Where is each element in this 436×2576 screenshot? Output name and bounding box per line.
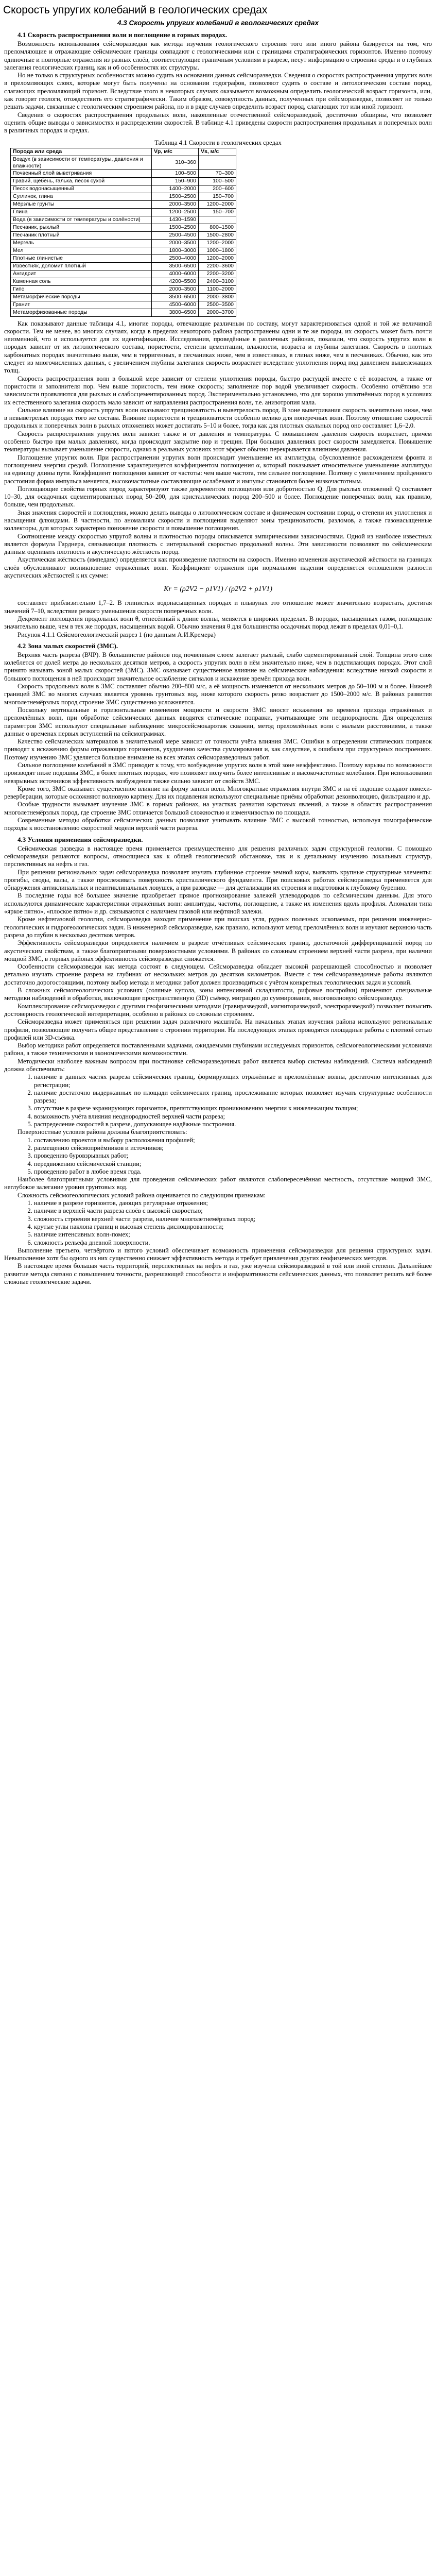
table-cell-vs: 2200–3200: [199, 270, 236, 278]
table-cell-rock: Глина: [11, 208, 152, 216]
table-body: [11, 156, 236, 316]
table-cell-vs: 800–1500: [199, 224, 236, 231]
paragraph: Кроме того, ЗМС оказывает существенное влияние на форму записи волн. Многократные отражения внутри ЗМС и на её подошве создают помехи-реверберации, которые осложняют волновую картину. Для их подавления используют специальные приёмы обработки: деконволюцию, фильтрацию и др.: [4, 785, 432, 801]
table-cell-vp: 3500–6500: [152, 293, 199, 301]
table-cell-rock: Ангидрит: [11, 270, 152, 278]
table-cell-vs: 70–300: [199, 170, 236, 177]
paragraph: Верхняя часть разреза (ВЧР). В большинстве районов под почвенным слоем залегает рыхлый, слабо сцементированный слой. Толщина этого слоя колеблется от долей метра до нескольких десятков метров, а скорость упругих волн в нём значительно ниже, чем в подстилающих породах. Этот слой принято называть зоной малых скоростей (ЗМС). ЗМС оказывает существенное влияние на сейсмические наблюдения: вследствие низкой скорости и большого поглощения в ней происходит значительное ослабление сигналов и искажение времён прихода волн.: [4, 651, 432, 682]
table-cell-rock: Вода (в зависимости от температуры и солёности): [11, 216, 152, 224]
table-cell-vs: 150–700: [199, 208, 236, 216]
table-cell-vp: 150–900: [152, 177, 199, 185]
table-cell-vp: 1400–2000: [152, 185, 199, 193]
table-cell-rock: Известняк, доломит плотный: [11, 262, 152, 270]
table-cell-vp: 2000–3500: [152, 200, 199, 208]
table-cell-rock: Метаморфизованные породы: [11, 309, 152, 316]
table-cell-rock: Мёрзлые грунты: [11, 200, 152, 208]
table-cell-vs: 1500–2800: [199, 231, 236, 239]
table-cell-rock: Метаморфические породы: [11, 293, 152, 301]
table-row: [11, 270, 236, 278]
table-cell-vs: 2000–3800: [199, 293, 236, 301]
table-row: [11, 255, 236, 262]
table-row: [11, 278, 236, 285]
paragraph: Скорость распространения упругих волн зависит также и от давления и температуры. С повышением давления скорость возрастает, причём особенно быстро при малых давлениях, когда происходит закрытие пор и трещин. При больших давлениях рост скорости замедляется. Повышение температуры вызывает уменьшение скорости, однако в реальных условиях этот эффект обычно перекрывается влиянием давления.: [4, 430, 432, 453]
table-cell-vs: [199, 156, 236, 170]
paragraph: Современные методы обработки сейсмических данных позволяют учитывать влияние ЗМС с высокой точностью, используя томографические подходы к восстановлению скоростной модели верхней части разреза.: [4, 817, 432, 832]
table-cell-rock: Песок водонасыщенный: [11, 185, 152, 193]
paragraph: Возможность использования сейсморазведки как метода изучения геологического строения того или иного района базируется на том, что преломляющие и отражающие сейсмические границы совпадают с геологическими или с границами стратиграфических горизонтов. Именно поэтому одиночные и повторные отражения из разных слоёв, соответствующие граничным условиям в разрезе, несут информацию о строении среды и о глубинах залегания геологических границ, как и об особенностях их структуры.: [4, 40, 432, 71]
paragraph: В сложных сейсмогеологических условиях (соляные купола, зоны интенсивной складчатости, рифовые постройки) применяют специальные методики наблюдений и обработки, включающие пространственную (3D) съёмку, миграцию до суммирования, многоволновую сейсморазведку.: [4, 987, 432, 1002]
table-cell-rock: Почвенный слой выветривания: [11, 170, 152, 177]
table-cell-vp: 3800–6500: [152, 309, 199, 316]
table-cell-vp: 2000–3500: [152, 285, 199, 293]
page-subtitle: 4.3 Скорость упругих колебаний в геологических средах: [117, 19, 319, 27]
paragraph: Зная значения скоростей и поглощения, можно делать выводы о литологическом составе и физическом состоянии пород, о степени их уплотнения и насыщения флюидами. В частности, по аномалиям скорости и поглощения выделяют зоны трещиноватости, разломов, а также газонасыщенные коллекторы, для которых характерно понижение скорости и повышение поглощения.: [4, 509, 432, 532]
list-item: 5. проведению работ в любое время года.: [34, 1168, 432, 1176]
list-item: 5. распределение скоростей в разрезе, допускающее надёжные построения.: [34, 1121, 432, 1128]
paragraph: Поскольку вертикальные и горизонтальные изменения мощности и скорости ЗМС вносят искажения во времена прихода отражённых и преломлённых волн, при обработке сейсмических данных вводятся статические поправки, учитывающие эти неоднородности. Для определения параметров ЗМС используют специальные наблюдения: микросейсмокаротаж скважин, метод преломлённых волн с малыми расстояниями, а также данные о временах первых вступлений на сейсмограммах.: [4, 706, 432, 737]
table-row: [11, 293, 236, 301]
list-item: 6. сложность рельефа дневной поверхности.: [34, 1239, 432, 1247]
table-row: [11, 231, 236, 239]
table-cell-vs: [199, 216, 236, 224]
table-cell-rock: Гипс: [11, 285, 152, 293]
list-item: 4. передвижению сейсмической станции;: [34, 1160, 432, 1168]
table-cell-vs: 1000–1800: [199, 247, 236, 255]
table-row: [11, 224, 236, 231]
velocity-table: [10, 148, 236, 317]
numbered-list: [4, 1199, 432, 1247]
list-item: 5. наличие интенсивных волн-помех;: [34, 1231, 432, 1239]
paragraph: Выбор методики работ определяется поставленными задачами, ожидаемыми глубинами исследуемых горизонтов, сейсмогеологическими условиями района, а также техническими и экономическими возможностями.: [4, 1042, 432, 1057]
paragraph: Особенности сейсморазведки как метода состоят в следующем. Сейсморазведка обладает высокой разрешающей способностью и позволяет детально изучать строение разреза на глубинах от нескольких метров до десятков километров. Вместе с тем сейсморазведочные работы являются достаточно дорогостоящими, поэтому выбор метода и методики работ должен производиться с учётом конкретных геологических задач и условий.: [4, 963, 432, 986]
table-row: [11, 177, 236, 185]
column-header: Порода или среда: [11, 148, 152, 156]
section-heading: 4.1 Скорость распространения волн и поглощение в горных породах.: [18, 31, 227, 39]
table-cell-rock: Гранит: [11, 301, 152, 309]
paragraph: составляет приблизительно 1,7–2. В глинистых водонасыщенных породах и плывунах это отношение может значительно возрастать, достигая значений 7–10, вследствие резкого уменьшения скорости поперечных волн.: [4, 599, 432, 615]
column-header: Vp, м/с: [152, 148, 199, 156]
table-cell-rock: Гравий, щебень, галька, песок сухой: [11, 177, 152, 185]
table-cell-vs: 1100–2000: [199, 285, 236, 293]
paragraph: Сейсморазведка может применяться при решении задач различного масштаба. На начальных этапах изучения района используют региональные профили, позволяющие получить общее представление о строении территории. На последующих этапах проводятся площадные работы с плотной сетью профилей или 3D-съёмка.: [4, 1018, 432, 1041]
table-cell-vp: 2000–3500: [152, 239, 199, 247]
list-item: 2. наличие в верхней части разреза слоёв с высокой скоростью;: [34, 1207, 432, 1215]
list-item: 1. наличие в данных частях разреза сейсмических границ, формирующих отражённые и преломлённые волны, достаточно интенсивных для регистрации;: [34, 1073, 432, 1089]
paragraph: Скорость продольных волн в ЗМС составляет обычно 200–800 м/с, а её мощность изменяется от нескольких метров до 50–100 м и более. Нижней границей ЗМС во многих случаях является уровень грунтовых вод, ниже которого скорость резко возрастает до 1500–2000 м/с. В районах развития многолетнемёрзлых пород строение ЗМС существенно усложняется.: [4, 683, 432, 706]
paragraph: Скорость распространения волн в большой мере зависит от степени уплотнения породы, быстро растущей вместе с её возрастом, а также от пористости и заполнителя пор. Чем выше пористость, тем ниже скорость; заполнение пор водой увеличивает скорость. Особенно отчётливо эти зависимости проявляются для рыхлых и слабосцементированных пород. Экспериментально установлено, что для хорошо уплотнённых пород в условиях их естественного залегания скорость мало зависит от направления распространения волн, т.е. анизотропия мала.: [4, 375, 432, 406]
table-row: [11, 185, 236, 193]
paragraph: Выполнение третьего, четвёртого и пятого условий обеспечивает возможность применения сейсморазведки для решения структурных задач. Невыполнение хотя бы одного из них существенно снижает эффективность метода и требует привлечения других геофизических методов.: [4, 1246, 432, 1262]
formula: Кr = (ρ2V2 − ρ1V1) / (ρ2V2 + ρ1V1): [164, 585, 272, 594]
table-cell-rock: Плотные глинистые: [11, 255, 152, 262]
table-cell-vp: 4200–5500: [152, 278, 199, 285]
column-header: Vs, м/с: [199, 148, 236, 156]
list-item: 3. сложность строения верхней части разреза, наличие многолетнемёрзлых пород;: [34, 1215, 432, 1223]
numbered-list: [4, 1137, 432, 1176]
paragraph: Поверхностные условия района должны благоприятствовать:: [18, 1128, 187, 1136]
list-item: 2. размещению сейсмоприёмников и источников;: [34, 1144, 432, 1152]
document-body: [0, 31, 436, 1286]
list-item: 4. крутые углы наклона границ и высокая степень дислоцированности;: [34, 1223, 432, 1231]
table-cell-vs: 2400–3100: [199, 278, 236, 285]
table-row: [11, 285, 236, 293]
table-row: [11, 309, 236, 316]
table-cell-vs: 200–600: [199, 185, 236, 193]
paragraph: В последние годы всё большее значение приобретает прямое прогнозирование залежей углеводородов по сейсмическим данным. Для этого используются динамические характеристики отражённых волн: амплитуды, частоты, поглощение, а также их изменения вдоль профиля. Аномалии типа «яркое пятно», «плоское пятно» и др. связываются с наличием газовой или нефтяной залежи.: [4, 892, 432, 916]
table-cell-vp: 1500–2500: [152, 224, 199, 231]
table-cell-rock: Каменная соль: [11, 278, 152, 285]
list-item: 1. составлению проектов и выбору расположения профилей;: [34, 1137, 432, 1144]
list-item: 1. наличие в разрезе горизонтов, дающих регулярные отражения;: [34, 1199, 432, 1207]
section-heading: 4.3 Условия применения сейсморазведки.: [18, 835, 143, 843]
paragraph: Сильное поглощение колебаний в ЗМС приводит к тому, что возбуждение упругих волн в этой зоне неэффективно. Поэтому взрывы по возможности производят ниже подошвы ЗМС, в более плотных породах, что позволяет получить более интенсивные и высокочастотные колебания. При использовании невзрывных источников эффективность возбуждения также сильно зависит от свойств ЗМС.: [4, 761, 432, 785]
table-row: [11, 216, 236, 224]
table-row: [11, 262, 236, 270]
table-cell-vs: 100–500: [199, 177, 236, 185]
table-cell-vs: 1200–2000: [199, 255, 236, 262]
table-cell-vs: 150–700: [199, 193, 236, 200]
table-row: [11, 239, 236, 247]
table-cell-vs: 2500–3500: [199, 301, 236, 309]
section-heading: 4.2 Зона малых скоростей (ЗМС).: [18, 641, 118, 650]
table-cell-rock: Мергель: [11, 239, 152, 247]
paragraph: Сейсмическая разведка в настоящее время применяется преимущественно для решения различных задач структурной геологии. С помощью сейсморазведки решаются вопросы, относящиеся как к общей геологической обстановке, так и к детальному изучению локальных структур, перспективных на нефть и газ.: [4, 844, 432, 868]
table-caption: Таблица 4.1 Скорости в геологических средах: [154, 139, 282, 146]
paragraph: Соотношение между скоростью упругой волны и плотностью породы описывается эмпирическими зависимостями. Одной из наиболее известных является формула Гарднера, связывающая плотность с интервальной скоростью продольной волны. Эти зависимости позволяют по сейсмическим данным оценивать плотность и акустическую жёсткость пород.: [4, 532, 432, 556]
table-cell-vp: 1500–2500: [152, 193, 199, 200]
list-item: 3. отсутствие в разрезе экранирующих горизонтов, препятствующих проникновению энергии к нижележащим толщам;: [34, 1105, 432, 1112]
table-cell-vs: 2200–3600: [199, 262, 236, 270]
table-cell-rock: Воздух (в зависимости от температуры, давления и влажности): [11, 156, 152, 170]
table-cell-vs: 1200–2000: [199, 239, 236, 247]
table-cell-vp: 4500–6000: [152, 301, 199, 309]
table-row: [11, 200, 236, 208]
table-cell-vp: 100–500: [152, 170, 199, 177]
table-row: [11, 156, 236, 170]
paragraph: Эффективность сейсморазведки определяется наличием в разрезе отчётливых сейсмических границ, достаточной дифференциацией пород по акустическим свойствам, а также благоприятными поверхностными условиями. В районах со сложным строением верхней части разреза, при наличии мощной ЗМС, в горных районах эффективность сейсморазведки снижается.: [4, 939, 432, 962]
table-cell-vp: 1800–3000: [152, 247, 199, 255]
table-cell-vs: 2000–3700: [199, 309, 236, 316]
paragraph: Но не только в структурных особенностях можно судить на основании данных сейсморазведки. Сведения о скоростях распространения упругих волн в преломляющих слоях, которые могут быть получены на основании годографов, позволяют судить о составе и литологическом составе пород, слагающих преломляющий горизонт. Вследствие этого в некоторых случаях оказывается возможным определить геологический возраст горизонта, или, как говорят геологи, отождествить его стратиграфически. Таким образом, совокупность данных, полученных при сейсморазведке, позволяет не только решать задачи, связанные с геологическим строением района, но и в ряде случаев определить возраст пород, слагающих тот или иной горизонт.: [4, 72, 432, 111]
table-row: [11, 301, 236, 309]
table-cell-vp: 3500–6500: [152, 262, 199, 270]
table-cell-vs: 1200–2000: [199, 200, 236, 208]
list-item: 4. возможность учёта влияния неоднородностей верхней части разреза;: [34, 1113, 432, 1121]
table-cell-vp: 1430–1590: [152, 216, 199, 224]
paragraph: В настоящее время большая часть территорий, перспективных на нефть и газ, уже изучена сейсморазведкой в той или иной степени. Дальнейшее развитие метода связано с повышением точности, разрешающей способности и информативности сейсмических данных, что позволяет решать всё более сложные геологические задачи.: [4, 1262, 432, 1285]
paragraph: Сильное влияние на скорость упругих волн оказывают трещиноватость и выветрелость пород. В зоне выветривания скорость значительно ниже, чем в невыветрелых породах того же состава. Влияние пористости и трещиноватости особенно велико для поперечных волн. Поэтому отношение скоростей продольных и поперечных волн в рыхлых отложениях может достигать 5–10 и более, тогда как для плотных скальных пород оно составляет 1,6–2,0.: [4, 406, 432, 430]
paragraph: Методически наиболее важным вопросом при постановке сейсморазведочных работ является выбор системы наблюдений. Система наблюдений должна обеспечивать:: [4, 1057, 432, 1073]
table-cell-rock: Суглинок, глина: [11, 193, 152, 200]
list-item: 3. проведению буровзрывных работ;: [34, 1152, 432, 1160]
paragraph: Сведения о скоростях распространения продольных волн, накопленные отечественной сейсморазведкой, достаточно обширны, что позволяет оценить общие выводы о зависимостях и распределении скоростей. В таблице 4.1 приведены скорости распространения продольных и поперечных волн в различных породах и средах.: [4, 111, 432, 134]
table-header-row: [11, 148, 236, 156]
paragraph: Поглощение упругих волн. При распространении упругих волн происходит уменьшение их амплитуды, обусловленное расхождением фронта и поглощением энергии средой. Поглощение характеризуется коэффициентом поглощения α, который показывает относительное уменьшение амплитуды на единицу длины пути. Коэффициент поглощения зависит от частоты: чем выше частота, тем сильнее поглощение. Поэтому с увеличением пройденного расстояния форма импульса меняется, высокочастотные составляющие ослабевают и импульс становится более низкочастотным.: [4, 453, 432, 485]
table-cell-rock: Песчаник плотный: [11, 231, 152, 239]
table-cell-rock: Песчаник, рыхлый: [11, 224, 152, 231]
paragraph: Декремент поглощения продольных волн θ, отнесённый к длине волны, меняется в широких пределах. В породах, насыщенных газом, поглощение значительно выше, чем в тех же породах, насыщенных водой. Обычно значения θ для большинства осадочных пород лежат в пределах 0,01–0,1.: [4, 615, 432, 631]
numbered-list: [4, 1073, 432, 1128]
table-cell-vp: 2500–4500: [152, 231, 199, 239]
paragraph: Кроме нефтегазовой геологии, сейсморазведка находит применение при поисках угля, рудных полезных ископаемых, при решении инженерно-геологических и гидрогеологических задач. В инженерной сейсморазведке, как правило, используют метод преломлённых волн и изучают верхнюю часть разреза до глубин в несколько десятков метров.: [4, 916, 432, 939]
table-cell-vp: 310–360: [152, 156, 199, 170]
table-row: [11, 247, 236, 255]
list-item: 2. наличие достаточно выдержанных по площади сейсмических границ, прослеживание которых позволяет изучать структурные особенности разреза;: [34, 1089, 432, 1105]
paragraph: Как показывают данные таблицы 4.1, многие породы, отвечающие различным по составу, могут характеризоваться одной и той же величиной скорости. Тем не менее, во многих случаях, когда в пределах некоторого района распространены одни и те же породы, их скорость может быть почти неизменной, что и используется для их идентификации. Исследования, проведённые в различных районах, показали, что скорость упругих волн в породах зависит от их литологического состава, пористости, степени цементации, влажности, возраста и глубины залегания. Скорость в плотных карбонатных породах значительно выше, чем в терригенных, в песчаниках ниже, чем в известняках, в глинах ниже, чем в песчаниках. Обычно, как это следует из многочисленных данных, с увеличением глубины залегания скорость возрастает вследствие уплотнения пород под давлением вышележащих толщ.: [4, 319, 432, 375]
paragraph: Поглощающие свойства горных пород характеризуют также декрементом поглощения или добротностью Q. Для рыхлых отложений Q составляет 10–30, для осадочных сцементированных пород 50–200, для кристаллических пород 200–500 и более. Поглощение поперечных волн, как правило, больше, чем продольных.: [4, 485, 432, 509]
table-row: [11, 208, 236, 216]
table-cell-vp: 1200–2500: [152, 208, 199, 216]
paragraph: При решении региональных задач сейсморазведка позволяет изучать глубинное строение земной коры, выявлять крупные структурные элементы: прогибы, своды, валы, а также прослеживать поверхность кристаллического фундамента. При поисковых работах сейсморазведка применяется для обнаружения антиклинальных и неантиклинальных ловушек, а при разведке — для детализации их строения и подготовки к глубокому бурению.: [4, 868, 432, 892]
table-row: [11, 170, 236, 177]
paragraph: Качество сейсмических материалов в значительной мере зависит от точности учёта влияния ЗМС. Ошибки в определении статических поправок приводят к искажению формы отражающих горизонтов, ухудшению качества суммирования и, как следствие, к ошибкам при структурных построениях. Поэтому изучению ЗМС уделяется большое внимание на всех этапах сейсморазведочных работ.: [4, 738, 432, 761]
table-row: [11, 193, 236, 200]
paragraph: Особые трудности вызывает изучение ЗМС в горных районах, на участках развития карстовых явлений, а также в областях распространения многолетнемёрзлых пород, где строение ЗМС отличается большой сложностью и изменчивостью по площади.: [4, 801, 432, 816]
paragraph: Сложность сейсмогеологических условий района оценивается по следующим признакам:: [18, 1191, 266, 1199]
table-cell-rock: Мел: [11, 247, 152, 255]
page-title: Скорость упругих колебаний в геологических средах: [3, 4, 268, 16]
paragraph: Комплексирование сейсморазведки с другими геофизическими методами (гравиразведкой, магниторазведкой, электроразведкой) позволяет повысить достоверность геологической интерпретации, особенно в районах со сложным строением.: [4, 1002, 432, 1018]
table-cell-vp: 2500–4000: [152, 255, 199, 262]
paragraph: Акустическая жёсткость (импеданс) определяется как произведение плотности на скорость. Именно изменения акустической жёсткости на границах слоёв обусловливают возникновение отражённых волн. Коэффициент отражения при нормальном падении определяется отношением разности акустических жёсткостей к их сумме:: [4, 556, 432, 580]
figure-caption: Рисунок 4.1.1 Сейсмогеологический разрез 1 (по данным А.И.Кремера): [18, 631, 216, 638]
table-cell-vp: 4000–6000: [152, 270, 199, 278]
paragraph: Наиболее благоприятными условиями для проведения сейсмических работ являются слабопересечённая местность, отсутствие мощной ЗМС, неглубокое залегание уровня грунтовых вод.: [4, 1176, 432, 1191]
